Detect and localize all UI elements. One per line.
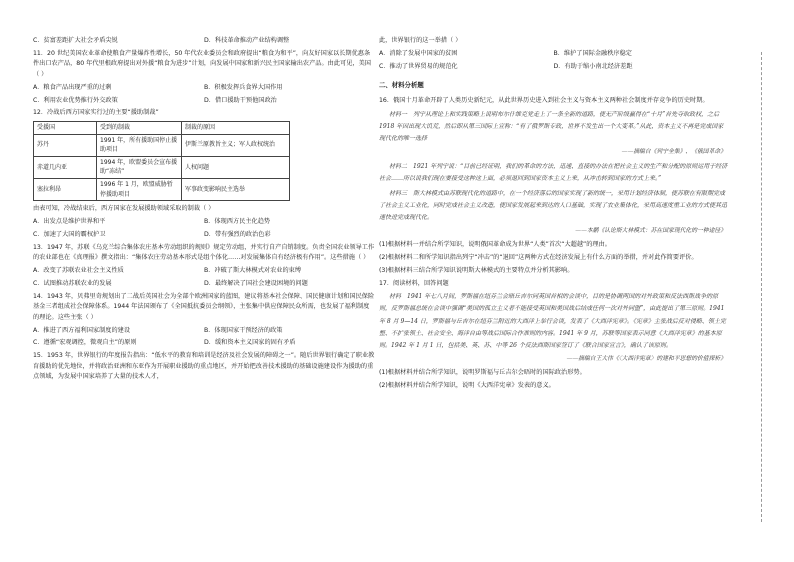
table-row [34,179,290,201]
q13-option-c[interactable]: C．试图推动苏联农业的发展 [33,279,112,287]
material-3: 材料三 斯大林模式由苏联现代化的道路中，在一个经济落后的国家实现了新的统一，采用计划经济体制，使苏联在有限期完成了社会主义工业化，同时完成社会主义改造，使国家发展起来到达的人口基础，实现了农业集体化，采用高速度重工业的方式使其迅速快进完成现代化。 [379,189,728,221]
q11-options-ab [33,83,375,94]
material-3-source: ——本鹏《认论斯大林模式：苏在国家现代化的一种途径》 [575,228,726,235]
q13-option-a[interactable]: A．改变了苏联农业社会主义性质 [33,266,124,274]
question-17-stem: 17．阅读材料，回答问题 [379,279,449,287]
q15-options-ab [379,49,728,60]
q11-options-cd [33,96,375,107]
material-1-source: ——摘编自《列宁全集》、《俄国革命》 [621,149,726,156]
question-15-stem: 15．1953 年，世界银行的年度报告指出：“低水平的教育和培训是经济及社会发展的障碍之一”。随后世界银行确定了职业教育援助的优先地位，并将政治亚洲和东亚作为开展职业援助的重点地区，并开始把改善技术援助的基础设施建设作为援助的重点领域，为发展中国家培养了大量的技术人才， [33,352,375,381]
question-13-stem: 13．1947 年，苏联《乌克兰综合集体农庄基本劳动组织的规则》规定劳动组，并实行自产自销制度。负责全国农业领导工作的农业部也在《真理报》撰文指出：“集体农庄劳动基本形式是组个体化……对发展集体自有经济极有作用”。这些措施（ ） [33,243,375,262]
question-15-continued: 此，世界银行的这一举措（ ） [379,37,462,44]
table-cell: 塞拉利昂 [34,179,97,201]
q12-option-a[interactable]: A．出发点是维护世界和平 [33,218,106,226]
q13-option-b[interactable]: B．冲破了斯大林模式对农业的束缚 [204,266,302,274]
left-column [33,36,375,385]
question-12-stem: 12．冷战后西方国家实行过的主要“援助制裁” [33,109,159,117]
q13-options-ab [33,266,375,277]
material-2: 材料二 1921 年列宁说：“目前已经证明，我们的革命的方法，迅速、直接的办法在把社会主义的生产和分配的原则运用于经济社会……所以说我们现在要接受这种这上面，必须退回到国家资本主义上来，从冲击转到国家的方式上来。” [379,163,728,183]
q14-option-b[interactable]: B．体现国家干预经济的政策 [204,326,283,334]
table-cell: 1996 年 1 月，欧盟威胁暂停援助项目 [97,179,182,201]
table-cell: 受到的制裁 [97,122,182,135]
q14-option-c[interactable]: C．遵循“宏观调控，微观自主”的原则 [33,339,137,347]
table-row [34,134,290,156]
q15-options-cd [379,62,728,73]
table-row [34,156,290,178]
table-cell: 赤道几内亚 [34,156,97,178]
question-16-stem: 16．俄国十月革命开辟了人类历史新纪元，从此世界历史进入到社会主义与资本主义两种社会制度并存竞争的历史时期。 [379,96,709,104]
material-17-source: ——摘编自王大伟《〈大西洋宪章〉的建和平思想的价值探析》 [566,356,726,363]
table-cell: 受援国 [34,122,97,135]
q11-option-a[interactable]: A．粮食产品出现严重的过剩 [33,83,112,91]
table-header-row [34,122,290,135]
q15-option-a[interactable]: A．消除了发展中国家的贫困 [379,49,458,57]
table-cell: 人权问题 [182,156,290,178]
q12-options-ab [33,217,375,228]
table-cell: 苏丹 [34,134,97,156]
q14-options-cd [33,338,375,349]
q14-option-d[interactable]: D．缓和资本主义国家的固有矛盾 [204,339,296,347]
material-17: 材料 1941 年七八月间，罗斯福在纽芬兰会晤丘吉尔同英国首相的会谈中，目的是协调两国的对外政策和反法西斯战争的原则，反罗斯福总统在会谈中强调“美国的孤立主义者不能接受英国和美国战后结成任何一次对外同盟”，由此提出了第三原则。1941 年 8 月 9—14 日，罗斯福与丘吉尔在纽芬兰附近的大西洋上举行会谈，发表了《大西洋宪章》。《宪章》主张战后反对侵略、领土完整、不扩张领土、社会安全、海洋自由等战后国际合作准则的内容。1941 年 9 月，苏联等国家表示同意《大西洋宪章》的基本原则。1942 年 1 月 1 日，包括美、英、苏、中等 26 个反法西斯国家签订了《联合国家宣言》，确认了该原则。 [379,293,726,350]
q16-subquestion-3: (3)根据材料三结合所学知识说明斯大林模式的主要特点并分析其影响。 [379,266,574,274]
right-column [379,36,728,394]
q17-subquestion-2: (2)根据材料并结合所学知识，说明《大西洋宪章》发表的意义。 [379,382,555,390]
table-cell: 军事政变影响民主选举 [182,179,290,201]
option-d[interactable]: D．科技革命推动产业结构调整 [204,37,290,44]
q12-options-cd [33,230,375,241]
option-c[interactable]: C．贫富差距扩大社会矛盾尖锐 [33,37,118,44]
question-11-stem: 11．20 世纪美国农业革命使粮食产量爆炸性增长，50 年代农业委员会和政府提出“粮食为和平”，向友好国家以长期优惠条件出口农产品，80 年代里根政府提出对外援“粮食为进步”计划，向发展中国家和新兴民主国家输出农产品。由此可见，美国（ ） [33,49,371,78]
q15-option-b[interactable]: B．维护了国际金融秩序稳定 [553,49,632,57]
question-12-after: 由表可知，冷战结束后，西方国家在发展援助领域采取的制裁（ ） [33,205,215,213]
section-heading: 二、材料分析题 [379,81,424,90]
table-cell: 伊斯兰原教旨主义；军人政权统治 [182,134,290,156]
q16-subquestion-2: (2)根据材料二和所学知识指出列宁“冲击”的“退回”这两种方式在经济发展上有什么方面的举措，并对此作简要评价。 [379,253,698,261]
q13-option-d[interactable]: D．最终解决了国社会建设困境的问题 [204,279,308,287]
q11-option-b[interactable]: B．积极发挥兵食界大国作用 [204,83,283,91]
sanctions-table [33,121,290,201]
q12-option-b[interactable]: B．体现西方民主化趋势 [204,218,271,226]
table-cell: 1991 年，所有援助国停止援助项目 [97,134,182,156]
q15-option-d[interactable]: D．有助于缩小南北经济差距 [553,62,633,70]
table-cell: 制裁的原因 [182,122,290,135]
q15-option-c[interactable]: C．推动了世界贸易的规范化 [379,62,458,70]
q11-option-c[interactable]: C．利用农业优势推行外交政策 [33,96,118,104]
q16-subquestion-1: (1)根据材料一并结合所学知识，说明俄国革命成为世界“人类”首次“大超越”的理由。 [379,241,611,249]
q14-options-ab [33,326,375,337]
q17-subquestion-1: (1)根据材料并结合所学知识，说明罗斯福与丘吉尔会晤时的国际政治形势。 [379,369,586,377]
binding-line [761,52,762,522]
q14-option-a[interactable]: A．推进了西方福利国家制度的建设 [33,326,131,334]
table-cell: 1994 年，欧盟委员会宣布援助“冻结” [97,156,182,178]
q11-option-d[interactable]: D．借口援助干预他国政治 [204,96,277,104]
q13-options-cd [33,279,375,290]
q10-options-cd [33,36,375,47]
q12-option-d[interactable]: D．带有强烈的政治色彩 [204,230,271,238]
material-1: 材料一 列宁从理论上和实践策略上说明布尔什维克党走上了一条全新的道路，使无产阶级赢得在“十月”首先夺取政权，之后 1918 年因出现大饥荒，然后即从第三国际上宣称：“有了俄罗斯专政，世界不发生出一个大变革。”从此，资本主义不再是完成国家现代化的唯一选择 [379,110,724,142]
q12-option-c[interactable]: C．加速了大国的霸权护卫 [33,230,106,238]
question-14-stem: 14．1943 年，贝弗里奇规划出了二战后英国社会为全部个欧洲国家的蓝图，建议将基本社会保障、国民健康计划和国民保险基金三者组成社会保障体系。1944 年法国颁布了《全国抵抗委员会纲领》，主张集中供应保障民众所需，也发展了福利制度的理论。这些主张（ ） [33,292,375,321]
